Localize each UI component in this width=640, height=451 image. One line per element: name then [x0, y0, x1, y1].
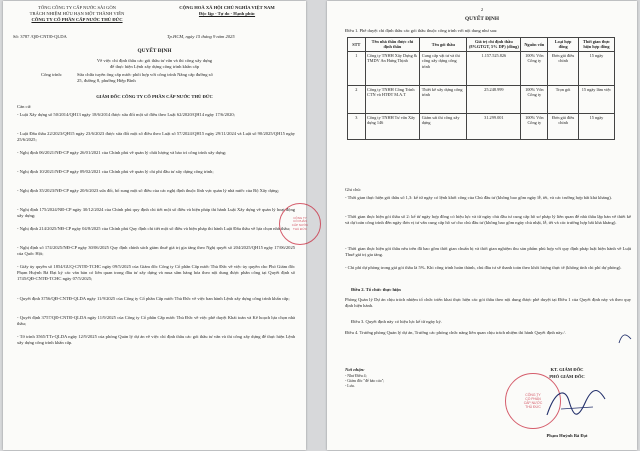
basis-item: - Nghị định 35/2023/NĐ-CP ngày 20/6/2023 sửa đổi, bổ sung một số điều của các nghị định thuộc lĩnh vực quản lý nhà nước của Bộ Xây dựng;: [17, 188, 279, 193]
recipient-item: - Giám đốc "để báo cáo";: [345, 379, 385, 383]
document-title: QUYẾT ĐỊNH: [137, 48, 172, 54]
note-item: - Thời gian thực hiện gói thầu nêu trên đã bao gồm thời gian chuẩn bị và thời gian nghiệm thu sản phẩm phù hợp với quy định pháp luật hiện hành về Luật Thuế giá trị gia tăng.: [345, 246, 631, 258]
table-cell: 15 ngày: [578, 113, 614, 139]
table-cell: 15 ngày lâm việc: [578, 85, 614, 113]
recipient-item: - Lưu.: [345, 384, 355, 388]
project-line-1: Sửa chữa tuyến ống cấp nước phối hợp với công trình Nâng cấp đường số: [77, 72, 213, 77]
table-cell: Công ty TNHH Công Trình CTN và HTĐT M.A.T: [365, 85, 420, 113]
article-2-heading: Điều 2. Tổ chức thực hiện: [351, 287, 401, 292]
motto: Độc lập - Tự do - Hạnh phúc: [198, 11, 256, 16]
basis-item: - Quyết định 3756/QĐ-CNTĐ-QLDA ngày 11/9/2025 của Công ty Cổ phần Cấp nước Thủ Đức về việc ban hành Lệnh xây dựng công trình khẩn cấp;: [17, 296, 290, 301]
article-4: Điều 4. Trưởng phòng Quản lý dự án, Trưởng các phòng chức năng liên quan chịu trách nhiệm thi hành Quyết định này./.: [345, 330, 566, 335]
basis-item: - Quyết định 3757/QĐ-CNTĐ-QLDA ngày 11/9/2025 của Công ty Cổ phần Cấp nước Thủ Đức về việc phê duyệt Khái toán và Kế hoạch lựa chọn nhà thầu;: [17, 315, 295, 327]
page-number: 2: [480, 7, 484, 12]
note-item: - Chi phí dự phòng trong giá gói thầu là 5%. Khi công trình hoàn thành, chủ đầu tư sẽ thanh toán theo khối lượng thực tế (không tính chi phí dự phòng).: [345, 265, 622, 270]
recipient-item: - Như Điều 4;: [345, 374, 367, 378]
subject-line-1: Về việc chỉ định thầu các gói thầu tư vấn và thi công xây dựng: [96, 58, 213, 63]
table-cell: Giám sát thi công xây dựng: [420, 113, 467, 139]
note-item: - Thời gian thực hiện gói thầu số 1,3: kể từ ngày có lệnh khởi công của Chủ đầu tư (không bao gồm ngày lễ, tết, và các trường hợp bất khả kháng).: [345, 195, 612, 200]
initial-mark: [617, 331, 633, 347]
table-cell: 15 ngày: [578, 51, 614, 85]
basis-item: - Luật Xây dựng số 50/2014/QH13 ngày 18/6/2014 được sửa đổi một số điều theo Luật 62/2020/QH14 ngày 17/6/2020;: [17, 112, 235, 117]
table-cell: 31.299.001: [467, 113, 521, 139]
org-line-3: CÔNG TY CỔ PHẦN CẤP NƯỚC THỦ ĐỨC: [31, 17, 123, 22]
table-cell: Đơn giá điều chỉnh: [548, 113, 579, 139]
table-cell: Công ty TNHH Xây Dựng & TMDV An Hưng Thịnh: [365, 51, 420, 85]
document-title: QUYẾT ĐỊNH: [465, 16, 499, 22]
document-number: Số: 3787 /QĐ-CNTĐ-QLDA: [13, 34, 67, 39]
nation-header: CỘNG HOÀ XÃ HỘI CHỦ NGHĨA VIỆT NAM: [179, 5, 275, 10]
table-row: [348, 51, 615, 85]
article-2-body: Phòng Quản lý Dự án chịu trách nhiệm tổ chức triển khai thực hiện các gói thầu theo nội dung được phê duyệt tại Điều 1 của Quyết định này và theo quy định hiện hành.: [345, 297, 631, 309]
table-row: [348, 113, 615, 139]
table-cell: 1: [348, 51, 366, 85]
basis-item: - Giấy ủy quyền số 1854/GUQ-CNTĐ-TCHC ngày 09/5/2025 của Giám đốc Công ty Cổ phần Cấp nước Thủ Đức về việc ủy quyền cho Phó Giám đốc Phạm Huỳnh Bá Đạt ký các văn bản có liên quan trong đầu tư xây dựng và mua sắm hàng hóa theo nội dung được phân công tại Quyết định số 1745/QĐ-CNTĐ-TCHC ngày 07/5/2025;: [17, 264, 295, 282]
table-cell: Thiết kế xây dựng công trình: [420, 85, 467, 113]
table-header-cell: Loại hợp đồng: [548, 38, 579, 52]
table-cell: Trọn gói: [548, 85, 579, 113]
article-3: Điều 3. Quyết định này có hiệu lực kể từ ngày ký.: [351, 319, 442, 324]
basis-item: - Nghị định 06/2021/NĐ-CP ngày 26/01/2021 của Chính phủ về quản lý chất lượng và bảo trì công trình xây dựng;: [17, 150, 227, 155]
article-1: Điều 1. Phê duyệt chỉ định thầu các gói thầu thuộc công trình với nội dung như sau:: [345, 28, 498, 33]
document-page-1: [3, 1, 309, 450]
basis-item: - Nghị định 10/2021/NĐ-CP ngày 09/02/2021 của Chính phủ về quản lý chi phí đầu tư xây dựng công trình;: [17, 169, 214, 174]
basis-label: Căn cứ:: [17, 104, 32, 109]
note-item: - Thời gian thực hiện gói thầu số 2: kể từ ngày hợp đồng có hiệu lực và từ ngày chủ đầu tư cung cấp hồ sơ pháp lý liên quan để nhà thầu lập bản vẽ thiết kế và dự toán công trình đến ngày đơn vị tư vấn cung cấp hồ sơ cho chủ đầu tư (không bao gồm ngày chủ nhật, lễ, tết và các trường hợp bất khả kháng).: [345, 214, 631, 226]
company-seal-stamp: CÔNG TY CỔ PHẦN CẤP NƯỚC THỦ ĐỨC: [505, 373, 561, 429]
table-cell: 25.248.999: [467, 85, 521, 113]
table-header-cell: Tên nhà thầu được chỉ định thầu: [365, 38, 420, 52]
company-seal-stamp: CÔNG TY CỔ PHẦN CẤP NƯỚC THỦ ĐỨC: [279, 203, 321, 245]
issuing-authority: GIÁM ĐỐC CÔNG TY CỔ PHẦN CẤP NƯỚC THỦ ĐỨC: [96, 94, 213, 99]
table-cell: 100% Vốn Công ty: [521, 113, 548, 139]
table-header-cell: Tên gói thầu: [420, 38, 467, 52]
org-line-1: TỔNG CÔNG TY CẤP NƯỚC SÀI GÒN: [38, 5, 116, 10]
table-cell: 2: [348, 85, 366, 113]
table-cell: Đơn giá điều chỉnh: [548, 51, 579, 85]
project-line-2: 25, đường 8, phường Hiệp Bình: [77, 78, 136, 83]
basis-item: - Luật Đấu thầu 22/2023/QH15 ngày 23/6/2023 được sửa đổi một số điều theo Luật số 57/2024/QH15 ngày 29/11/2024 và Luật số 90/2025/QH15 ngày 25/6/2025;: [17, 131, 295, 143]
project-label: Công trình:: [41, 72, 63, 77]
table-cell: 100% Vốn Công ty: [521, 85, 548, 113]
recipients-label: Nơi nhận:: [345, 367, 365, 372]
basis-item: - Tờ trình 3565/TTr-QLDA ngày 12/9/2025 của phòng Quản lý dự án về việc chỉ định thầu các gói thầu tư vấn và thi công xây dựng để thực hiện Lệnh xây dựng công trình khẩn cấp.: [17, 334, 295, 346]
table-cell: 3: [348, 113, 366, 139]
table-cell: Cung cấp vật tư và thi công xây dựng công trình: [420, 51, 467, 85]
table-header-cell: STT: [348, 38, 366, 52]
table-header-cell: Giá trị chỉ định thầu (8%GTGT, 5% DP) (đồng): [467, 38, 521, 52]
bid-package-table: [347, 37, 615, 140]
subject-line-2: để thực hiện Lệnh xây dựng công trình khẩn cấp: [109, 64, 200, 69]
basis-item: - Nghị định 214/2025/NĐ-CP ngày 04/8/2025 của Chính phủ Quy định chi tiết một số điều và biện pháp thi hành Luật Đấu thầu về lựa chọn nhà thầu;: [17, 226, 291, 231]
handwritten-signature: [541, 381, 611, 425]
signer-title: PHÓ GIÁM ĐỐC: [549, 374, 585, 379]
document-page-2: [327, 1, 637, 450]
table-cell: 100% Vốn Công ty: [521, 51, 548, 85]
sign-for-label: KT. GIÁM ĐỐC: [550, 367, 584, 372]
table-header-cell: Thời gian thực hiện hợp đồng: [578, 38, 614, 52]
basis-item: - Nghị định số 174/2025/NĐ-CP ngày 30/06/2025 Quy định chính sách giảm thuế giá trị gia tăng theo Nghị quyết số 204/2025/QH15 ngày 17/06/2025 của Quốc Hội;: [17, 245, 295, 257]
notes-label: Ghi chú:: [345, 187, 361, 192]
signer-name: Phạm Huỳnh Bá Đạt: [546, 433, 588, 438]
table-cell: Công ty TNHH Tư vấn Xây dựng 146: [365, 113, 420, 139]
org-line-2: TRÁCH NHIỆM HỮU HẠN MỘT THÀNH VIÊN: [29, 11, 125, 16]
basis-item: - Nghị định 175/2024/NĐ-CP ngày 30/12/2024 của Chính phủ quy định chi tiết một số điều và biện pháp thi hành Luật Xây dựng về quản lý hoạt động xây dựng;: [17, 207, 295, 219]
table-header-row: [348, 38, 615, 52]
table-cell: 1.157.525.826: [467, 51, 521, 85]
document-date: Tp.HCM, ngày 15 tháng 9 năm 2025: [167, 34, 235, 39]
table-row: [348, 85, 615, 113]
table-header-cell: Nguồn vốn: [521, 38, 548, 52]
